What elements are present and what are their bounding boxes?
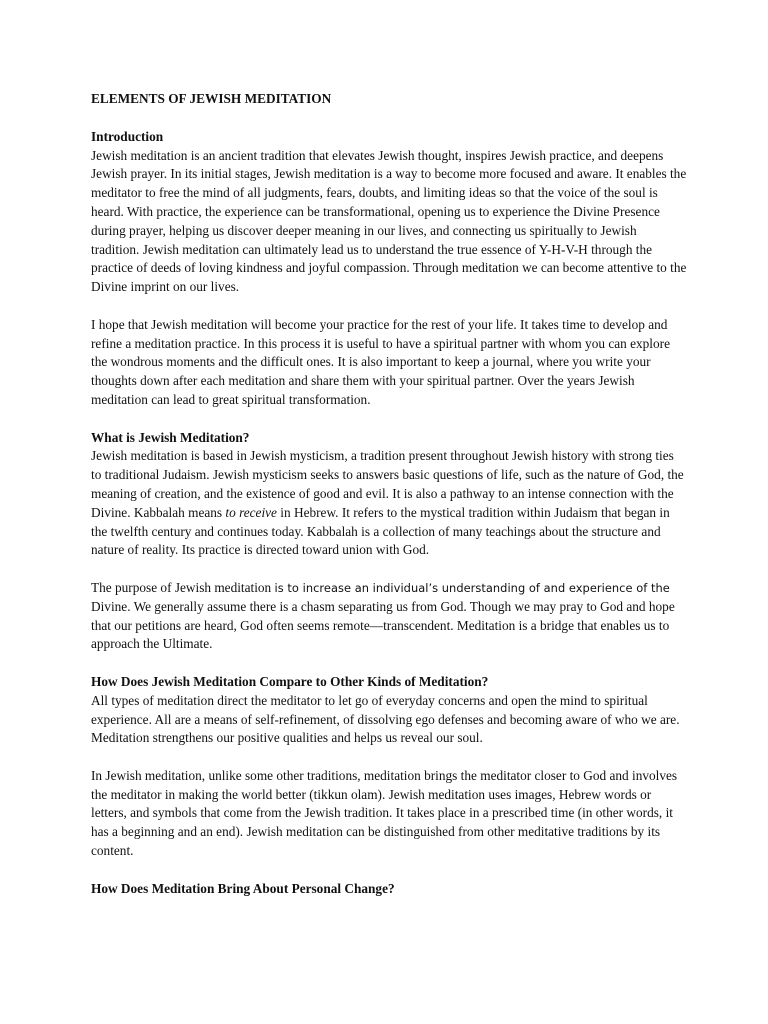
document-body [91, 90, 687, 898]
paragraph-text: Jewish meditation is based in Jewish mysticism, a tradition present throughout Jewish history with strong ties to traditional Judaism. Jewish mysticism seeks to answers basic questions of life, such as the nature of God, the meaning of creation, and the existence of good and evil. It is also a pathway to an intense connection with the Divine. Kabbalah means [91, 448, 684, 520]
paragraph: I hope that Jewish meditation will become your practice for the rest of your life. It takes time to develop and refine a meditation practice. In this process it is useful to have a spiritual partner with whom you can explore the wondrous moments and the difficult ones. It is also important to keep a journal, where you write your thoughts down after each meditation and share them with your spiritual partner. Over the years Jewish meditation can lead to great spiritual transformation. [91, 316, 670, 407]
paragraph [91, 579, 687, 654]
section-heading-personal-change: How Does Meditation Bring About Personal Change? [91, 880, 395, 896]
paragraph-text: in Hebrew. It refers to the mystical tradition within Judaism that began in the twelfth century and continues today. Kabbalah is a collection of many teachings about the structure and nature of reality. Its practice is directed toward union with God. [91, 504, 670, 558]
paragraph: In Jewish meditation, unlike some other traditions, meditation brings the meditator closer to God and involves the meditator in making the world better (tikkun olam). Jewish meditation uses images, Hebrew words or letters, and symbols that come from the Jewish tradition. It takes place in a prescribed time (in other words, it has a beginning and an end). Jewish meditation can be distinguished from other meditative traditions by its content. [91, 767, 678, 859]
emphasis-text: to receive [225, 504, 277, 520]
paragraph [91, 447, 687, 560]
section-heading-what-is: What is Jewish Meditation? [91, 429, 250, 445]
document-title: ELEMENTS OF JEWISH MEDITATION [91, 91, 332, 106]
paragraph-text: The purpose of Jewish meditation [91, 579, 275, 595]
paragraph-text-alt-font: is to increase an individual’s understanding of and experience of the [274, 580, 670, 595]
paragraph: Jewish meditation is an ancient tradition that elevates Jewish thought, inspires Jewish practice, and deepens Jewish prayer. In its initial stages, Jewish meditation is a way to become more focused and aware. It enables the meditator to free the mind of all judgments, fears, doubts, and limiting ideas so that the voice of the soul is heard. With practice, the experience can be transformational, opening us to experience the Divine Presence during prayer, helping us discover deeper meaning in our lives, and connecting us spiritually to Jewish tradition. Jewish meditation can ultimately lead us to understand the true essence of Y-H-V-H through the practice of deeds of loving kindness and joyful compassion. Through meditation we can become attentive to the Divine imprint on our lives. [91, 147, 687, 295]
paragraph: All types of meditation direct the meditator to let go of everyday concerns and open the mind to spiritual experience. All are a means of self-refinement, of dissolving ego defenses and becoming aware of who we are. Meditation strengthens our positive qualities and helps us reveal our soul. [91, 692, 680, 746]
paragraph-text: Divine. We generally assume there is a chasm separating us from God. Though we may pray to God and hope that our petitions are heard, God often seems remote—transcendent. Meditation is a bridge that enables us to approach the Ultimate. [91, 598, 675, 652]
section-heading-compare: How Does Jewish Meditation Compare to Other Kinds of Meditation? [91, 673, 489, 689]
section-heading-introduction: Introduction [91, 128, 164, 144]
